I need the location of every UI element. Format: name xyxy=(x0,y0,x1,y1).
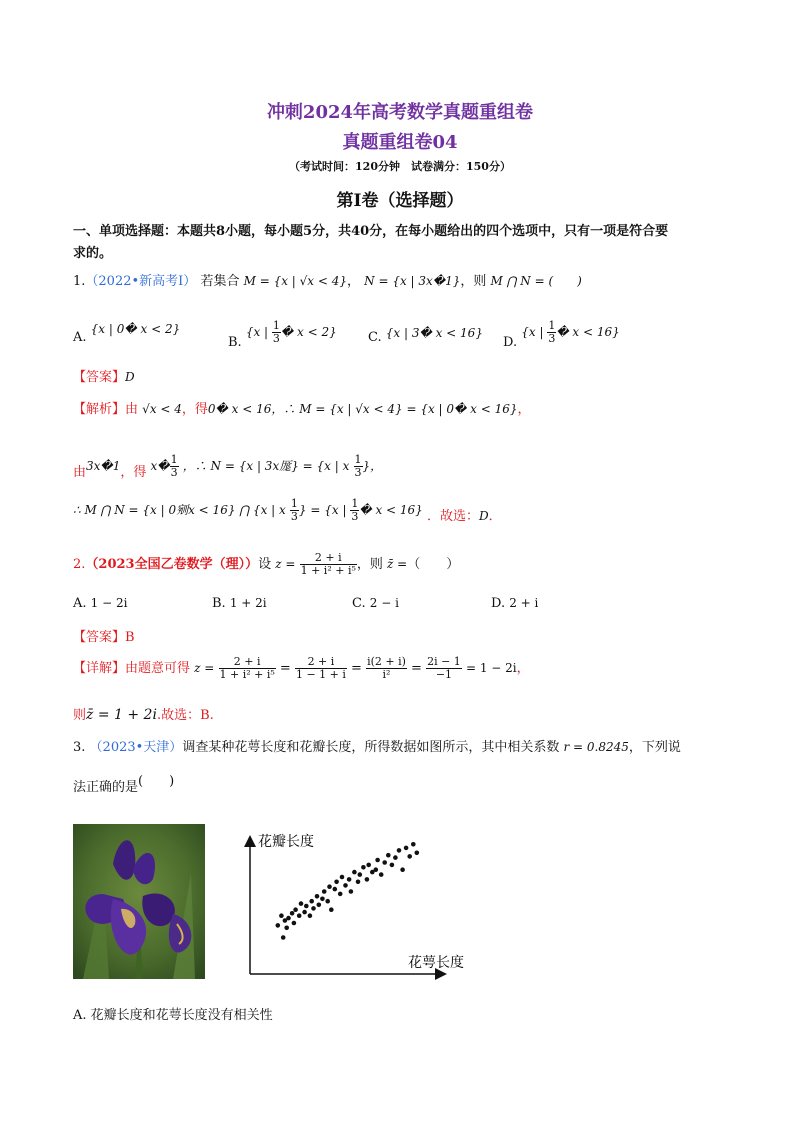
q3-number: 3. xyxy=(73,740,86,755)
scatter-point xyxy=(279,913,284,918)
scatter-point xyxy=(343,883,348,888)
y-axis-label: 花瓣长度 xyxy=(258,834,314,850)
q1-then: ，则 xyxy=(460,274,487,289)
q1-analysis-math: }， xyxy=(362,459,383,473)
scatter-point xyxy=(407,854,412,859)
q2-option-c xyxy=(352,596,399,611)
q3-r-expr: r = 0.8245 xyxy=(563,740,629,754)
q2-detail-frac xyxy=(426,656,462,681)
q1-source: （2022•新高考Ⅰ） xyxy=(85,274,197,289)
q2-detail-result: = 1 − 2i xyxy=(465,661,517,675)
scatter-point xyxy=(358,872,363,877)
frac-num: 2 + i xyxy=(300,552,357,565)
frac-den: i² xyxy=(382,668,391,681)
scatter-point xyxy=(302,910,307,915)
scatter-point xyxy=(366,863,371,868)
q2-stem-mid: ，则 xyxy=(356,557,383,572)
q1-answer xyxy=(73,366,135,385)
scatter-point xyxy=(299,901,304,906)
q2-option-b xyxy=(212,596,267,611)
q1-answer-label: 【答案】 xyxy=(73,370,126,385)
x-axis-label: 花萼长度 xyxy=(408,955,464,971)
scatter-point xyxy=(411,842,416,847)
scatter-point xyxy=(349,889,354,894)
scatter-point xyxy=(361,865,366,870)
q1-expr: M ⋂ N = ( ) xyxy=(490,274,582,288)
q2-z-frac xyxy=(300,552,357,577)
q1-option-d xyxy=(503,319,620,350)
q1-analysis-frac xyxy=(170,454,179,479)
frac-den: 3 xyxy=(351,510,359,523)
q1-option-a-text: {x | 0� x < 2} xyxy=(90,322,181,336)
q2-stem xyxy=(73,552,459,577)
scatter-point xyxy=(400,867,405,872)
scatter-point xyxy=(397,848,402,853)
q2-detail-frac xyxy=(219,656,276,681)
q1-option-d-label: D. xyxy=(503,335,518,350)
scatter-points xyxy=(276,842,420,940)
q1-analysis-math: √x < 4 xyxy=(142,402,182,416)
scatter-point xyxy=(325,899,330,904)
scatter-point xyxy=(374,867,379,872)
q3-option-a xyxy=(73,1004,273,1023)
frac-den: 3 xyxy=(272,332,280,345)
q1-analysis-text: 由 xyxy=(73,465,87,480)
q2-option-c-label: C. xyxy=(352,596,366,611)
scatter-point xyxy=(297,913,302,918)
q2-stem-end: （ ） xyxy=(407,557,460,572)
scatter-point xyxy=(327,884,332,889)
scatter-point xyxy=(292,921,297,926)
scatter-point xyxy=(393,855,398,860)
q1-analysis-label: 【解析】 xyxy=(73,402,126,417)
q2-option-d xyxy=(491,596,538,611)
paper-subtitle: 真题重组卷04 xyxy=(342,132,458,153)
scatter-point xyxy=(365,877,370,882)
scatter-point xyxy=(329,907,334,912)
frac-den: −1 xyxy=(435,668,453,681)
q1-analysis-line1 xyxy=(73,398,531,417)
scatter-point xyxy=(311,906,316,911)
q1-analysis-math: ∴ M ⋂ N = {x | 0剜x < 16} ⋂ {x | x xyxy=(73,503,286,517)
exam-info: （考试时间：120分钟 试卷满分：150分） xyxy=(289,160,511,173)
frac-num: 1 xyxy=(290,497,298,510)
q1-stem-text: 若集合 xyxy=(200,274,240,289)
q2-detail-comma: ， xyxy=(516,661,530,676)
q1-analysis-math: } = {x | xyxy=(298,503,351,517)
scatter-point xyxy=(286,916,291,921)
scatter-point xyxy=(308,913,313,918)
q1-analysis-math: ，∴ M = {x | √x < 4} = {x | 0� x < 16} xyxy=(271,402,518,416)
q1-analysis-frac xyxy=(350,498,359,523)
scatter-point xyxy=(338,892,343,897)
scatter-point xyxy=(293,907,298,912)
frac-den: 1 + i² + i⁵ xyxy=(219,668,275,681)
q2-conclusion-text: .故选：B. xyxy=(156,708,214,723)
q2-conclusion-math: z̄ = 1 + 2i xyxy=(86,707,157,723)
frac-den: 3 xyxy=(170,466,178,479)
frac-den: 3 xyxy=(290,510,298,523)
q1-option-b-frac xyxy=(272,320,281,345)
q2-z-expr: z = xyxy=(275,557,296,571)
q3-stem-text: 调查某种花萼长度和花瓣长度，所得数据如图所示，其中相关系数 xyxy=(182,740,560,755)
q1-analysis-math: x� xyxy=(150,459,170,473)
q1-option-a xyxy=(73,322,181,345)
scatter-point xyxy=(415,851,420,856)
q2-zbar: z̄ = xyxy=(387,557,408,571)
scatter-point xyxy=(340,875,345,880)
q1-option-c-label: C. xyxy=(368,330,382,345)
q1-analysis-text: ， xyxy=(517,402,531,417)
q1-analysis-math: 0� x < 16 xyxy=(207,402,272,416)
frac-den: 3 xyxy=(354,466,362,479)
scatter-point xyxy=(386,853,391,858)
q1-analysis-math: ，∴ N = {x | 3x厖} = {x | x xyxy=(182,459,350,473)
q2-option-a-text: 1 − 2i xyxy=(90,596,128,610)
q1-option-d-pre: {x | xyxy=(521,325,548,339)
q3-stem-text: 法正确的是 xyxy=(73,780,139,795)
q1-analysis-line3 xyxy=(73,498,502,523)
frac-num: 2 + i xyxy=(295,656,347,669)
iris-flower-photo xyxy=(73,824,205,979)
q2-source: （2023全国乙卷数学（理）） xyxy=(85,557,259,572)
scatter-point xyxy=(322,889,327,894)
q1-analysis-text: ． xyxy=(488,509,502,524)
scatter-point xyxy=(356,880,361,885)
q2-stem-text: 设 xyxy=(258,557,272,572)
q2-conclusion xyxy=(73,704,214,723)
q2-option-c-text: 2 − i xyxy=(369,596,399,610)
frac-den: 1 − 1 + i xyxy=(295,668,346,681)
q3-stem-end: ，下列说 xyxy=(628,740,681,755)
frac-den: 3 xyxy=(548,332,556,345)
q1-stem: 1.（2022•新高考Ⅰ） 若集合 M = {x | √x < 4}， N = {x | 3x�1}，则 M ⋂ N = ( ) xyxy=(73,274,582,289)
scatter-point xyxy=(379,872,384,877)
q1-analysis-math: D xyxy=(478,509,489,523)
scatter-point xyxy=(290,911,295,916)
q2-detail-text: 由题意可得 xyxy=(125,661,191,676)
q1-analysis-text: ．故选： xyxy=(426,509,479,524)
scatter-point xyxy=(375,858,380,863)
frac-num: 1 xyxy=(272,319,280,332)
q3-stem-line1 xyxy=(73,736,681,755)
q1-analysis-frac xyxy=(354,454,363,479)
q1-analysis-text: ，得 xyxy=(181,402,208,417)
q1-answer-value: D xyxy=(125,370,135,384)
q2-detail-label: 【详解】 xyxy=(73,661,126,676)
q1-option-c-text: {x | 3� x < 16} xyxy=(385,326,483,340)
q1-set-m: M = {x | √x < 4} xyxy=(243,274,348,288)
q1-option-b-label: B. xyxy=(228,335,242,350)
q1-option-d-post: � x < 16} xyxy=(556,325,620,339)
q1-analysis-text: ，得 xyxy=(120,465,147,480)
scatter-point xyxy=(317,903,322,908)
q2-detail-z: z = xyxy=(194,661,215,675)
q2-option-d-text: 2 + i xyxy=(509,596,539,610)
part1-instructions-line1: 一、单项选择题：本题共8小题，每小题5分，共40分，在每小题给出的四个选项中，只有一项是符合要 xyxy=(73,224,669,239)
q2-option-b-label: B. xyxy=(212,596,226,611)
iris-flower-icon xyxy=(73,824,205,979)
q2-option-b-text: 1 + 2i xyxy=(229,596,267,610)
scatter-point xyxy=(334,880,339,885)
scatter-point xyxy=(382,860,387,865)
part1-instructions-line2: 求的。 xyxy=(73,246,113,261)
q2-detail: 【详解】由题意可得 z = $\frac{2 + i}{\text{1 + i² + i⁵}}$ = $\frac{2 + i}{1 - 1 + i}$ = $\frac{i(2 + i)}{\text{i²}}$ = $\frac{2i - 1}{-1}$ = 1 − 2i， xyxy=(73,655,530,681)
frac-num: 1 xyxy=(354,453,362,466)
scatter-point xyxy=(347,877,352,882)
q1-set-n: N = {x | 3x�1} xyxy=(364,274,461,288)
scatter-point xyxy=(276,923,281,928)
scatter-point xyxy=(404,846,409,851)
q2-detail-frac xyxy=(295,656,347,681)
scatter-chart xyxy=(230,824,464,984)
scatter-point xyxy=(304,904,309,909)
frac-num: 1 xyxy=(351,497,359,510)
q1-analysis-math: 3x�1 xyxy=(86,459,121,473)
q1-option-b-post: � x < 2} xyxy=(280,325,337,339)
q2-number: 2. xyxy=(73,557,86,572)
q2-detail-frac xyxy=(366,656,407,681)
scatter-point xyxy=(320,897,325,902)
q1-analysis-text: 由 xyxy=(125,402,139,417)
q1-analysis-line2 xyxy=(73,454,382,479)
q2-answer-label: 【答案】 xyxy=(73,630,126,645)
frac-num: 1 xyxy=(548,319,556,332)
scatter-point xyxy=(315,894,320,899)
q3-stem-line2 xyxy=(73,776,174,795)
q1-analysis-frac xyxy=(290,498,299,523)
section-title: 第I卷（选择题） xyxy=(336,191,464,211)
scatter-point xyxy=(390,863,395,868)
q1-analysis-math: � x < 16} xyxy=(359,503,423,517)
q3-source: （2023•天津） xyxy=(89,740,183,755)
frac-den: 1 + i² + i⁵ xyxy=(300,564,356,577)
q1-option-c xyxy=(368,326,483,345)
q1-number: 1. xyxy=(73,274,86,289)
frac-num: 2 + i xyxy=(219,656,276,669)
q2-answer-value: B xyxy=(125,630,135,645)
frac-num: 1 xyxy=(170,453,178,466)
q3-option-a-label: A. xyxy=(73,1008,87,1023)
q2-option-d-label: D. xyxy=(491,596,506,611)
scatter-point xyxy=(281,935,286,940)
paper-title: 冲刺2024年高考数学真题重组卷 xyxy=(266,102,534,123)
q1-option-b xyxy=(228,319,337,350)
scatter-point xyxy=(309,899,314,904)
q2-option-a-label: A. xyxy=(73,596,87,611)
q2-conclusion-text: 则 xyxy=(73,708,87,723)
q1-option-a-label: A. xyxy=(73,330,87,345)
q2-answer xyxy=(73,626,135,645)
scatter-point xyxy=(352,870,357,875)
scatter-point xyxy=(333,887,338,892)
q3-paren: ( ) xyxy=(138,774,175,789)
q1-option-b-pre: {x | xyxy=(245,325,272,339)
q2-option-a xyxy=(73,596,127,611)
frac-num: i(2 + i) xyxy=(367,655,406,668)
scatter-point xyxy=(284,926,289,931)
q1-option-d-frac xyxy=(547,320,556,345)
frac-num: 2i − 1 xyxy=(427,655,461,668)
q3-option-a-text: 花瓣长度和花萼长度没有相关性 xyxy=(90,1008,273,1023)
